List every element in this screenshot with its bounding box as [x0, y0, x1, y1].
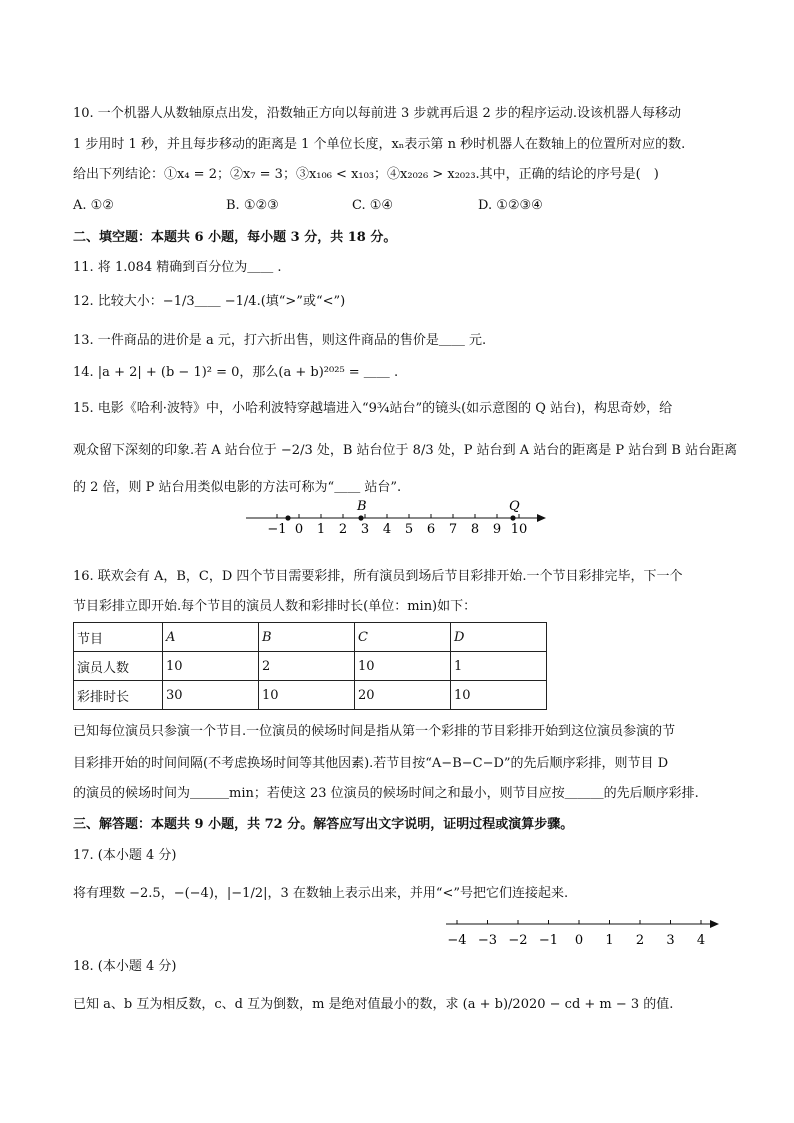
- q15-axis-tick-label: −1: [267, 522, 287, 537]
- axis-arrow: [710, 920, 719, 928]
- point-a: [285, 515, 290, 520]
- q18-body: 已知 a、b 互为相反数，c、d 互为倒数，m 是绝对值最小的数，求 (a + b)/2020 − cd + m − 3 的值.: [73, 997, 674, 1012]
- q17-number-line: [440, 912, 730, 954]
- q10-line2: 1 步用时 1 秒，并且每步移动的距离是 1 个单位长度，xₙ表示第 n 秒时机器人在数轴上的位置所对应的数.: [73, 137, 686, 152]
- q12: 12. 比较大小：−1/3＿＿ −1/4.(填“>”或“<”): [73, 294, 346, 309]
- axis-arrow: [537, 514, 546, 522]
- table-cell: 2: [259, 652, 355, 681]
- table-header: D: [451, 623, 547, 652]
- q10-option-b: B. ①②③: [226, 198, 279, 213]
- q15-number-line: [240, 496, 552, 542]
- q15-axis-tick-label: 3: [360, 522, 370, 537]
- table-cell: 10: [451, 681, 547, 710]
- q17-axis-tick-label: −1: [538, 933, 559, 948]
- q10-option-c: C. ①④: [352, 198, 394, 213]
- q15-axis-tick-label: 10: [510, 522, 528, 537]
- q15-axis-tick-label: 1: [316, 522, 326, 537]
- label-b: B: [357, 499, 367, 514]
- q17-axis-tick-label: −4: [447, 933, 467, 948]
- q10-option-a: A. ①②: [73, 198, 114, 213]
- label-q: Q: [509, 499, 520, 514]
- q18-heading: 18. (本小题 4 分): [73, 959, 177, 974]
- q10-option-d: D. ①②③④: [478, 198, 543, 213]
- table-header: A: [163, 623, 259, 652]
- table-cell: 20: [355, 681, 451, 710]
- q14: 14. |a + 2| + (b − 1)² = 0，那么(a + b)²⁰²⁵ = ＿＿ .: [73, 365, 399, 380]
- q17-axis-tick-label: −2: [508, 933, 528, 948]
- table-header: 节目: [74, 623, 163, 652]
- q16-line2: 节目彩排立即开始.每个节目的演员人数和彩排时长(单位：min)如下：: [73, 599, 477, 614]
- q16-line3: 已知每位演员只参演一个节目.一位演员的候场时间是指从第一个彩排的节目彩排开始到这位演员参演的节: [73, 724, 676, 739]
- q15-axis-tick-label: 0: [294, 522, 304, 537]
- table-cell: 30: [163, 681, 259, 710]
- q17-heading: 17. (本小题 4 分): [73, 848, 177, 863]
- table-cell: 1: [451, 652, 547, 681]
- q17-axis-tick-label: −3: [477, 933, 498, 948]
- q11: 11. 将 1.084 精确到百分位为＿＿ .: [73, 260, 282, 275]
- table-cell: 10: [355, 652, 451, 681]
- section-3-heading: 三、解答题：本题共 9 小题，共 72 分。解答应写出文字说明，证明过程或演算步骤。: [73, 817, 574, 832]
- table-cell: 10: [259, 681, 355, 710]
- table-header: C: [355, 623, 451, 652]
- q15-line2: 观众留下深刻的印象.若 A 站台位于 −2/3 处，B 站台位于 8/3 处，P 站台到 A 站台的距离是 P 站台到 B 站台距离: [73, 443, 738, 458]
- q17-axis-tick-label: 3: [666, 933, 675, 948]
- table-header-row: [74, 623, 547, 652]
- q17-axis-tick-label: 2: [635, 933, 645, 948]
- q15-axis-tick-label: 5: [404, 522, 414, 537]
- q17-body: 将有理数 −2.5，−(−4)，|−1/2|，3 在数轴上表示出来，并用“<”号把它们连接起来.: [73, 886, 569, 901]
- q13: 13. 一件商品的进价是 a 元，打六折出售，则这件商品的售价是＿＿ 元.: [73, 333, 487, 348]
- table-cell: 演员人数: [74, 652, 163, 681]
- rehearsal-table: [73, 622, 547, 710]
- table-row: [74, 652, 547, 681]
- table-row: [74, 681, 547, 710]
- q15-axis-tick-label: 2: [338, 522, 348, 537]
- q17-axis-tick-label: 4: [696, 933, 706, 948]
- q10-line3: 给出下列结论：①x₄ = 2；②x₇ = 3；③x₁₀₆ < x₁₀₃；④x₂₀₂₆ > x₂₀₂₃.其中，正确的结论的序号是( ): [73, 167, 659, 182]
- q17-axis-tick-label: 0: [574, 933, 584, 948]
- q16-line1: 16. 联欢会有 A，B，C，D 四个节目需要彩排，所有演员到场后节目彩排开始.一个节目彩排完毕，下一个: [73, 569, 683, 584]
- q16-line4: 目彩排开始的时间间隔(不考虑换场时间等其他因素).若节目按“A−B−C−D”的先后顺序彩排，则节目 D: [73, 756, 669, 771]
- table-cell: 彩排时长: [74, 681, 163, 710]
- q15-axis-tick-label: 7: [448, 522, 458, 537]
- section-2-heading: 二、填空题：本题共 6 小题，每小题 3 分，共 18 分。: [73, 230, 397, 245]
- q10-line1: 10. 一个机器人从数轴原点出发，沿数轴正方向以每前进 3 步就再后退 2 步的程序运动.设该机器人每移动: [73, 106, 682, 121]
- q15-line1: 15. 电影《哈利·波特》中，小哈利波特穿越墙进入“9¾站台”的镜头(如示意图的 Q 站台)，构思奇妙，给: [73, 401, 673, 416]
- point-b: [358, 515, 363, 520]
- q15-axis-tick-label: 8: [470, 522, 480, 537]
- q16-line5: 的演员的候场时间为＿＿＿min；若使这 23 位演员的候场时间之和最小，则节目应按＿＿＿的先后顺序彩排.: [73, 786, 699, 801]
- q15-axis-tick-label: 4: [382, 522, 392, 537]
- q15-axis-tick-label: 9: [492, 522, 502, 537]
- q17-axis-tick-label: 1: [605, 933, 614, 948]
- q15-axis-tick-label: 6: [426, 522, 436, 537]
- q15-line3: 的 2 倍，则 P 站台用类似电影的方法可称为“＿＿ 站台”.: [73, 480, 402, 495]
- table-header: B: [259, 623, 355, 652]
- table-cell: 10: [163, 652, 259, 681]
- point-q: [510, 515, 515, 520]
